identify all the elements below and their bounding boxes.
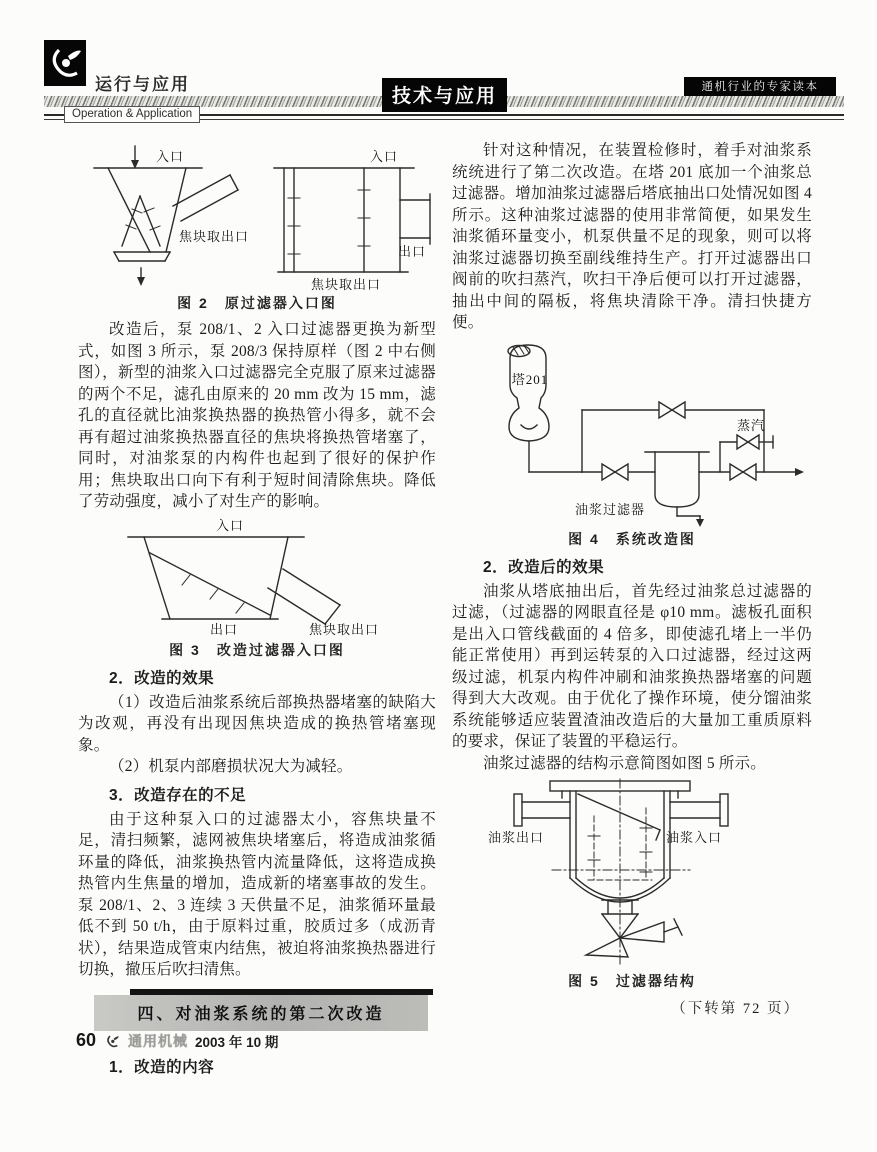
right-paragraph-3: 油浆过滤器的结构示意简图如图 5 所示。 [483,754,767,772]
figure2-caption: 图 2 原过滤器入口图 [177,295,337,311]
fig4-tower-label: 塔201 [511,371,549,387]
heading-effect: 2．改造的效果 [109,669,215,687]
figure5-caption: 图 5 过滤器结构 [568,973,696,989]
heading-shortcoming: 3．改造存在的不足 [109,786,247,804]
left-column [78,142,436,1081]
section-title-banner: 四、对油浆系统的第二次改造 [94,995,428,1031]
heading-content: 1．改造的内容 [109,1058,215,1076]
figure3-new-filter-diagram [78,517,398,639]
fig4-steam-label: 蒸汽 [736,417,766,433]
center-banner: 技术与应用 [382,78,507,112]
right-paragraph-2: 油浆从塔底抽出后，首先经过油浆总过滤器的过滤，（过滤器的网眼直径是 φ10 mm。滤板孔面积是出入口管线截面的 4 倍多，即使滤孔堵上一半仍能正常使用）再到运转泵的入口过滤器，经过这两级过滤，机泵内构件冲刷和油浆换热器堵塞的问题得到大大改观。由于优化了操作环境，使分馏油浆系统能够适应装置渣油改造后的大量加工重质原料的要求，保证了装置的平稳运行。 [452,582,812,750]
channel-title-english: Operation & Application [64,106,200,123]
fig2-right-coke-outlet-label: 焦块取出口 [310,277,382,292]
fig2-right-inlet-label: 入口 [369,149,399,164]
figure5-filter-structure-diagram [452,778,812,970]
footer-swirl-icon [103,1032,121,1050]
left-paragraph-1: 改造后，泵 208/1、2 入口过滤器更换为新型式，如图 3 所示，泵 208/3 保持原样（图 2 中右侧图），新型的油浆入口过滤器完全克服了原来过滤器的两个不足，滤孔由原来的 20 mm 改为 15 mm，滤孔的直径就比油浆换热器的换热管小得多，就不会再有超过油浆换热器直径的焦块将换热管堵塞了，同时，对油浆泵的内构件也起到了很好的保护作用；焦块取出口向下有利于短时间清除焦块。降低了劳动强度，减小了对生产的影响。 [78,321,436,510]
fig3-outlet-label: 出口 [209,621,239,637]
journal-logo-mark [44,40,86,86]
right-paragraph-1: 针对这种情况，在装置检修时，着手对油浆系统统进行了第二次改造。在塔 201 底加一个油浆总过滤器。增加油浆过滤器后塔底抽出口处情况如图 4 所示。这种油浆过滤器的使用非常简便，如果发生油浆循环量变小，机泵供量不足的现象，则可以将油浆过滤器切换至副线维持生产。打开过滤器出口阀前的吹扫蒸汽，吹扫干净后便可以打开过滤器，抽出中间的隔板，将焦块清除干净。清扫快捷方便。 [452,142,812,331]
right-banner: 通机行业的专家读本 [684,77,836,96]
figure4-system-diagram [452,340,812,528]
page-footer [76,1030,278,1051]
fig3-coke-outlet-label: 焦块取出口 [308,621,380,637]
fig2-left-coke-outlet-label: 焦块取出口 [178,229,250,244]
fig2-right-outlet-label: 出口 [397,244,427,259]
journal-name-logotype: 通用机械 [128,1032,189,1049]
effect-item-1: （1）改造后油浆系统后部换热器堵塞的缺陷大为改观，再没有出现因焦块造成的换热管堵塞现象。 [78,693,436,754]
fig4-filter-label: 油浆过滤器 [574,501,646,517]
channel-title: 运行与应用 [95,75,190,94]
figure3-caption: 图 3 改造过滤器入口图 [169,641,345,658]
issue-label: 2003 年 10 期 [195,1034,279,1050]
fig5-inlet-label: 油浆入口 [665,830,723,845]
figure4-caption: 图 4 系统改造图 [568,530,696,547]
left-paragraph-2: 由于这种泵入口的过滤器太小，容焦块量不足，清扫频繁，滤网被焦块堵塞后，将造成油浆循环量的降低，油浆换热管内流量降低，这将造成换热管内生焦量的增加，造成新的堵塞事故的发生。泵 208/1、2、3 连续 3 天供量不足，油浆循环量最低不到 50 t/h，由于原料过重，胶质过多（成沥青状），结果造成管束内结焦，被迫将油浆换热器进行切换，撤压后吹扫清焦。 [78,810,436,978]
right-column [452,140,812,1018]
page-number: 60 [76,1030,97,1050]
figure2-original-filter-diagram [78,142,436,292]
effect-item-2: （2）机泵内部磨损状况大为减轻。 [109,758,353,775]
fig5-outlet-label: 油浆出口 [487,830,545,845]
fig2-left-inlet-label: 入口 [155,149,185,164]
right-heading-effect: 2．改造后的效果 [483,558,605,576]
continued-note: （下转第 72 页） [671,1001,800,1017]
fig3-inlet-label: 入口 [215,517,245,533]
swirl-logo-icon [44,40,86,86]
